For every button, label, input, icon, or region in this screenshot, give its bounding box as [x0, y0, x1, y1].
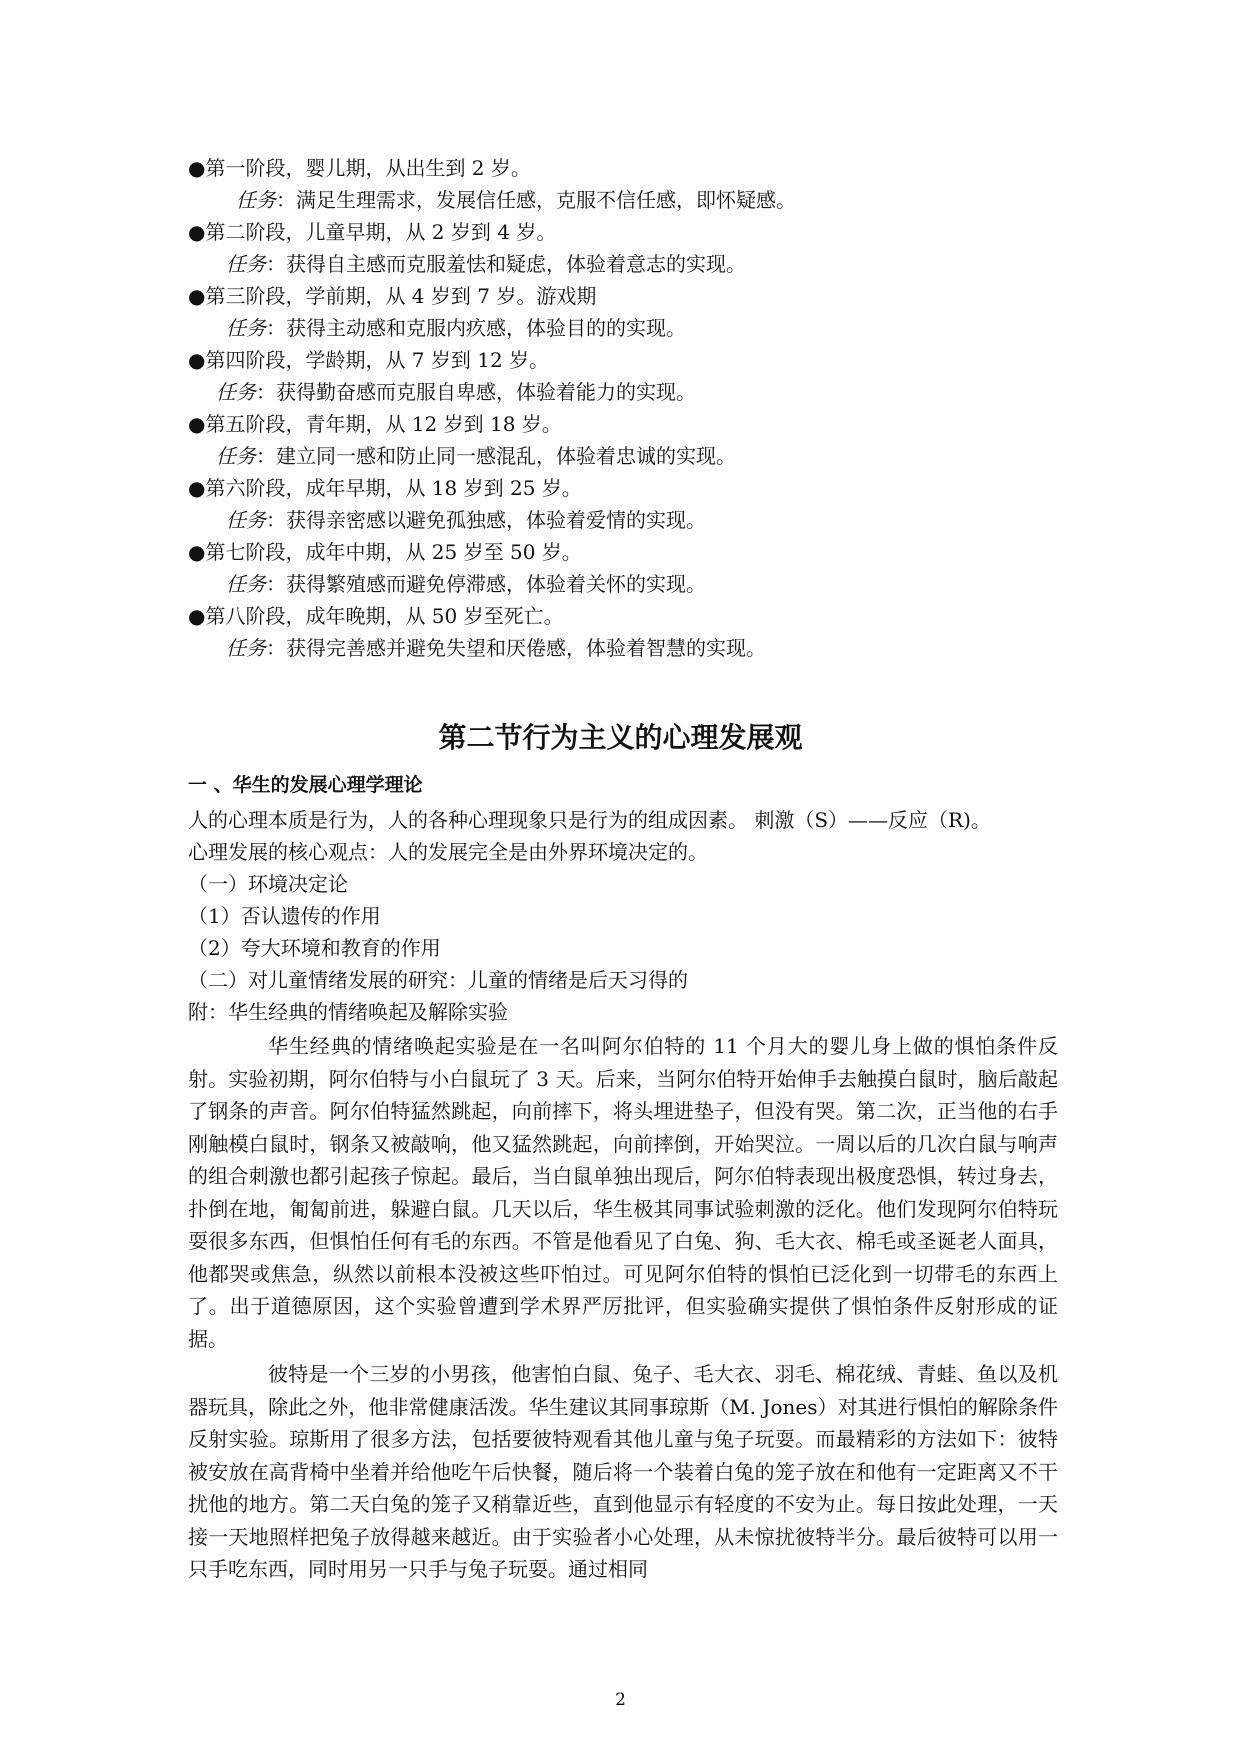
body-lines	[188, 804, 1058, 1028]
task-label: 任务	[216, 380, 256, 404]
task-text: ：建立同一感和防止同一感混乱，体验着忠诚的实现。	[256, 444, 736, 468]
stage-8: ●第八阶段，成年晚期，从 50 岁至死亡。	[188, 604, 564, 628]
stage-7: ●第七阶段，成年中期，从 25 岁至 50 岁。	[188, 540, 582, 564]
paragraph-albert-experiment: 华生经典的情绪唤起实验是在一名叫阿尔伯特的 11 个月大的婴儿身上做的惧怕条件反射。实验初期，阿尔伯特与小白鼠玩了 3 天。后来，当阿尔伯特开始伸手去触摸白鼠时，脑后敲起了钢条的声音。阿尔伯特猛然跳起，向前摔下，将头埋进垫子，但没有哭。第二次，正当他的右手刚触模白鼠时，钢条又被敲响，他又猛然跳起，向前摔倒，开始哭泣。一周以后的几次白鼠与响声的组合刺激也都引起孩子惊起。最后，当白鼠单独出现后，阿尔伯特表现出极度恐惧，转过身去，扑倒在地，匍匐前进，躲避白鼠。几天以后，华生极其同事试验刺激的泛化。他们发现阿尔伯特玩耍很多东西，但惧怕任何有毛的东西。不管是他看见了白兔、狗、毛大衣、棉毛或圣诞老人面具，他都哭或焦急，纵然以前根本没被这些吓怕过。可见阿尔伯特的惧怕已泛化到一切带毛的东西上了。出于道德原因，这个实验曾遭到学术界严厉批评，但实验确实提供了惧怕条件反射形成的证据。	[188, 1034, 1058, 1351]
page-number: 2	[615, 1690, 626, 1710]
task-text: ：获得繁殖感而避免停滞感，体验着关怀的实现。	[266, 572, 706, 596]
task-3	[188, 312, 1088, 344]
section-title: 第二节行为主义的心理发展观	[438, 721, 803, 754]
stage-4: ●第四阶段，学龄期，从 7 岁到 12 岁。	[188, 348, 550, 372]
body-line: 附：华生经典的情绪唤起及解除实验	[188, 1000, 508, 1024]
task-text: ：获得亲密感以避免孤独感，体验着爱情的实现。	[266, 508, 706, 532]
task-8	[188, 632, 1088, 664]
stage-6: ●第六阶段，成年早期，从 18 岁到 25 岁。	[188, 476, 582, 500]
body-line: （二）对儿童情绪发展的研究：儿童的情绪是后天习得的	[188, 968, 688, 992]
task-text: ：获得完善感并避免失望和厌倦感，体验着智慧的实现。	[266, 636, 766, 660]
task-label: 任务	[226, 572, 266, 596]
task-4	[188, 376, 1088, 408]
task-label: 任务	[226, 316, 266, 340]
task-5	[188, 440, 1088, 472]
stage-5: ●第五阶段，青年期，从 12 岁到 18 岁。	[188, 412, 562, 436]
erikson-stage-list	[188, 152, 1088, 664]
body-line: （一）环境决定论	[188, 872, 348, 896]
paragraph-peter-experiment: 彼特是一个三岁的小男孩，他害怕白鼠、兔子、毛大衣、羽毛、棉花绒、青蛙、鱼以及机器玩具，除此之外，他非常健康活泼。华生建议其同事琼斯（M. Jones）对其进行惧怕的解除条件反射实验。琼斯用了很多方法，包括要彼特观看其他儿童与兔子玩耍。而最精彩的方法如下：彼特被安放在高背椅中坐着并给他吃午后快餐，随后将一个装着白兔的笼子放在和他有一定距离又不干扰他的地方。第二天白兔的笼子又稍靠近些，直到他显示有轻度的不安为止。每日按此处理，一天接一天地照样把兔子放得越来越近。由于实验者小心处理，从未惊扰彼特半分。最后彼特可以用一只手吃东西，同时用另一只手与兔子玩耍。通过相同	[188, 1362, 1058, 1581]
task-label: 任务	[226, 508, 266, 532]
body-line: （2）夸大环境和教育的作用	[188, 936, 441, 960]
stage-1: ●第一阶段，婴儿期，从出生到 2 岁。	[188, 156, 531, 180]
task-label: 任务	[226, 636, 266, 660]
body-line: （1）否认遗传的作用	[188, 904, 381, 928]
task-text: ：满足生理需求，发展信任感，克服不信任感，即怀疑感。	[276, 188, 796, 212]
task-6	[188, 504, 1088, 536]
task-label: 任务	[216, 444, 256, 468]
task-text: ：获得自主感而克服羞怯和疑虑，体验着意志的实现。	[266, 252, 746, 276]
task-1	[188, 184, 1088, 216]
stage-2: ●第二阶段，儿童早期，从 2 岁到 4 岁。	[188, 220, 557, 244]
body-line: 人的心理本质是行为，人的各种心理现象只是行为的组成因素。 刺激（S）——反应（R)。	[188, 808, 991, 832]
task-text: ：获得主动感和克服内疚感，体验目的的实现。	[266, 316, 686, 340]
subsection-heading: 一 、华生的发展心理学理论	[188, 774, 423, 796]
stage-3: ●第三阶段，学前期，从 4 岁到 7 岁。游戏期	[188, 284, 597, 308]
task-label: 任务	[226, 252, 266, 276]
task-label: 任务	[236, 188, 276, 212]
body-line: 心理发展的核心观点：人的发展完全是由外界环境决定的。	[188, 840, 708, 864]
task-text: ：获得勤奋感而克服自卑感，体验着能力的实现。	[256, 380, 696, 404]
task-2	[188, 248, 1088, 280]
task-7	[188, 568, 1088, 600]
